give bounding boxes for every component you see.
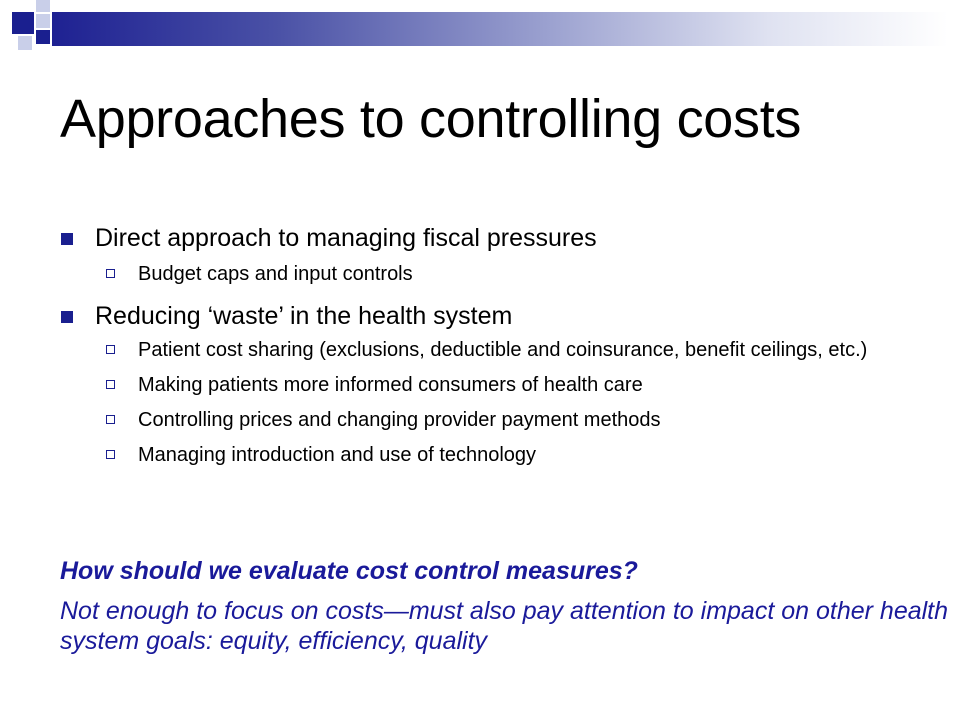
sub-bullet-text: Managing introduction and use of technology <box>138 444 537 466</box>
hollow-square-bullet-icon <box>106 450 115 459</box>
hollow-square-bullet-icon <box>106 345 115 354</box>
sub-bullet-item <box>60 373 920 397</box>
question-text: How should we evaluate cost control measures? <box>60 557 638 585</box>
hollow-square-bullet-icon <box>106 269 115 278</box>
sub-bullet-text: Making patients more informed consumers of health care <box>138 374 643 396</box>
square-bullet-icon <box>61 233 73 245</box>
bullet-text: Direct approach to managing fiscal pressures <box>95 224 597 252</box>
sub-bullet-item <box>60 338 920 362</box>
decor-square <box>12 12 34 34</box>
decor-square <box>36 30 50 44</box>
sub-bullet-item <box>60 262 920 286</box>
square-bullet-icon <box>61 311 73 323</box>
decor-square <box>18 36 32 50</box>
bullet-item <box>60 300 920 332</box>
sub-bullet-text: Controlling prices and changing provider payment methods <box>138 409 661 431</box>
sub-bullet-text: Budget caps and input controls <box>138 263 413 285</box>
sub-bullet-item <box>60 443 920 467</box>
hollow-square-bullet-icon <box>106 380 115 389</box>
sub-bullet-item <box>60 408 920 432</box>
bullet-item <box>60 222 920 254</box>
sub-bullet-text: Patient cost sharing (exclusions, deductible and coinsurance, benefit ceilings, etc.) <box>138 339 868 361</box>
decor-square <box>36 0 50 12</box>
bullet-list <box>60 222 920 467</box>
slide-title: Approaches to controlling costs <box>60 89 802 149</box>
header-gradient-bar <box>52 12 948 46</box>
answer-text: Not enough to focus on costs—must also pay attention to impact on other health system goals: equity, efficiency, quality <box>60 597 949 655</box>
hollow-square-bullet-icon <box>106 415 115 424</box>
decor-square <box>36 14 50 28</box>
bullet-text: Reducing ‘waste’ in the health system <box>95 302 513 330</box>
